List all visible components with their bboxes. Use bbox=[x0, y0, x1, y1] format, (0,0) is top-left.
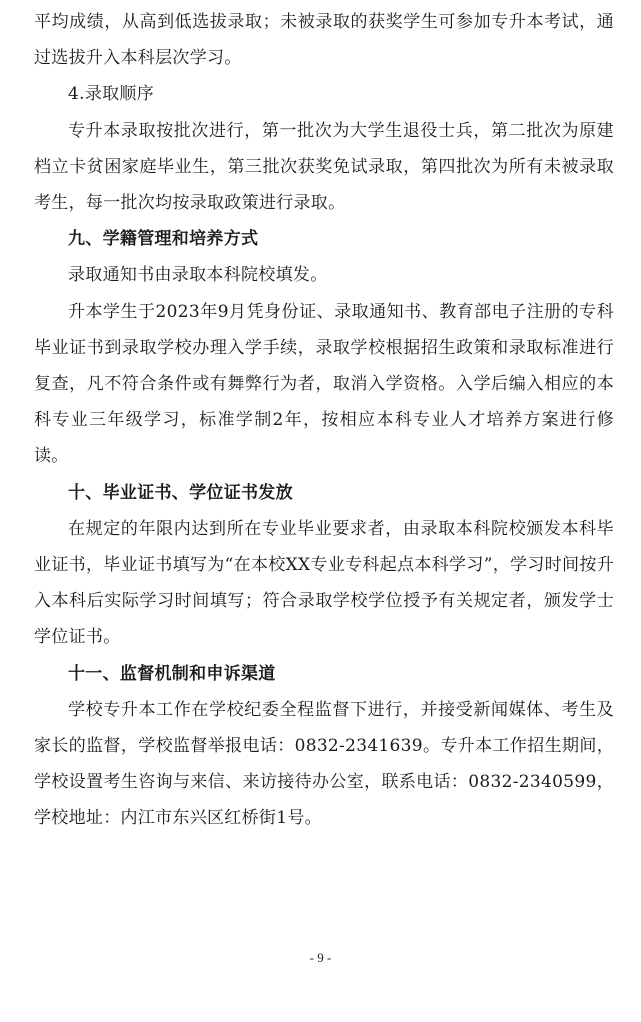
document-body bbox=[34, 4, 614, 837]
paragraph-certificates: 在规定的年限内达到所在专业毕业要求者，由录取本科院校颁发本科毕业证书，毕业证书填写为“在本校XX专业专科起点本科学习”，学习时间按升入本科后实际学习时间填写；符合录取学校学位授予有关规定者，颁发学士学位证书。 bbox=[34, 518, 614, 648]
paragraph-continued-text: 平均成绩，从高到低选拔录取；未被录取的获奖学生可参加专升本考试，通过选拔升入本科层次学习。 bbox=[34, 12, 614, 69]
paragraph-admission-order: 专升本录取按批次进行，第一批次为大学生退役士兵，第二批次为原建档立卡贫困家庭毕业生，第三批次获奖免试录取，第四批次为所有未被录取考生，每一批次均按录取政策进行录取。 bbox=[34, 120, 614, 214]
paragraph-supervision: 学校专升本工作在学校纪委全程监督下进行，并接受新闻媒体、考生及家长的监督，学校监督举报电话：0832-2341639。专升本工作招生期间，学校设置考生咨询与来信、来访接待办公室，联系电话：0832-2340599，学校地址：内江市东兴区红桥街1号。 bbox=[34, 699, 614, 829]
paragraph-admission-notice: 录取通知书由录取本科院校填发。 bbox=[68, 265, 328, 286]
page-number: - 9 - bbox=[309, 950, 332, 965]
section-heading-student-status: 九、学籍管理和培养方式 bbox=[68, 229, 259, 250]
subsection-heading-admission-order: 4.录取顺序 bbox=[68, 84, 155, 105]
section-heading-supervision: 十一、监督机制和申诉渠道 bbox=[68, 663, 276, 684]
paragraph-enrollment-procedure: 升本学生于2023年9月凭身份证、录取通知书、教育部电子注册的专科毕业证书到录取学校办理入学手续，录取学校根据招生政策和录取标准进行复查，凡不符合条件或有舞弊行为者，取消入学资格。入学后编入相应的本科专业三年级学习，标准学制2年，按相应本科专业人才培养方案进行修读。 bbox=[34, 301, 614, 467]
section-heading-certificates: 十、毕业证书、学位证书发放 bbox=[68, 482, 293, 503]
